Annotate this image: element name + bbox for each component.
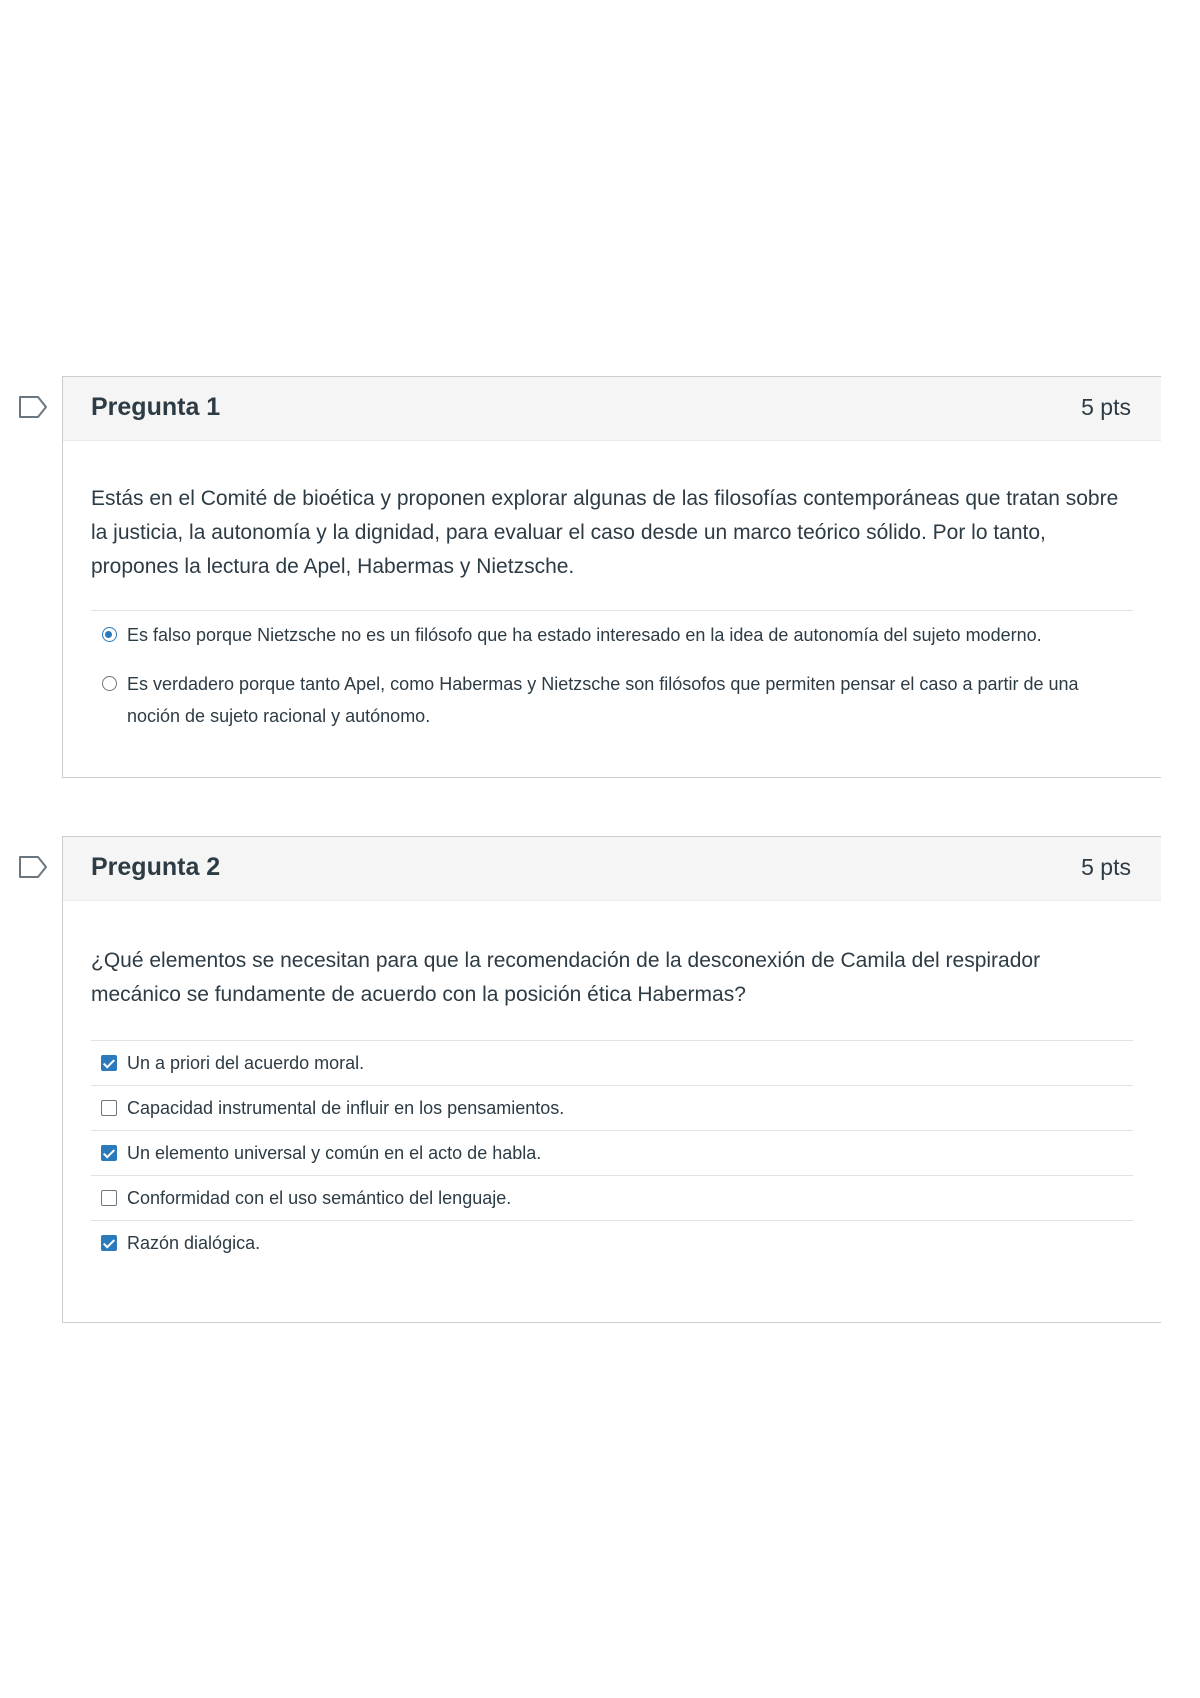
question-title: Pregunta 1 [91,393,221,421]
answer-label[interactable]: Es falso porque Nietzsche no es un filósofo que ha estado interesado en la idea de autonomía del sujeto moderno. [127,625,1042,645]
answer-label[interactable]: Razón dialógica. [127,1233,261,1253]
answer-option-2[interactable] [91,660,1133,741]
question-title: Pregunta 2 [91,853,221,881]
radio-button[interactable] [102,676,117,691]
checkbox[interactable] [101,1145,117,1161]
question-points: 5 pts [1081,854,1131,880]
checkbox[interactable] [101,1235,117,1251]
answer-label[interactable]: Es verdadero porque tanto Apel, como Habermas y Nietzsche son filósofos que permiten pensar el caso a partir de una noción de sujeto racional y autónomo. [127,674,1079,726]
question-body [63,901,1161,1265]
flag-question-icon[interactable] [18,395,48,419]
question-body [63,441,1161,741]
answer-option-1[interactable] [91,611,1133,660]
answer-label[interactable]: Conformidad con el uso semántico del lenguaje. [127,1188,512,1208]
answer-list [91,1040,1133,1265]
answer-option-2[interactable] [91,1086,1133,1131]
checkbox[interactable] [101,1190,117,1206]
answer-option-1[interactable] [91,1041,1133,1086]
answer-option-3[interactable] [91,1131,1133,1176]
answer-label[interactable]: Un elemento universal y común en el acto de habla. [127,1143,542,1163]
answer-option-5[interactable] [91,1221,1133,1265]
checkbox[interactable] [101,1100,117,1116]
question-header [63,377,1161,441]
question-header [63,837,1161,901]
answer-label[interactable]: Capacidad instrumental de influir en los pensamientos. [127,1098,565,1118]
answer-label[interactable]: Un a priori del acuerdo moral. [127,1053,365,1073]
flag-question-icon[interactable] [18,855,48,879]
question-1 [62,376,1161,778]
question-text: ¿Qué elementos se necesitan para que la recomendación de la desconexión de Camila del respirador mecánico se fundamente de acuerdo con la posición ética Habermas? [91,949,1041,1006]
answer-list [91,610,1133,741]
answer-option-4[interactable] [91,1176,1133,1221]
question-points: 5 pts [1081,394,1131,420]
checkbox[interactable] [101,1055,117,1071]
question-text: Estás en el Comité de bioética y proponen explorar algunas de las filosofías contemporáneas que tratan sobre la justicia, la autonomía y la dignidad, para evaluar el caso desde un marco teórico sólido. Por lo tanto, propones la lectura de Apel, Habermas y Nietzsche. [91,487,1119,578]
question-2 [62,836,1161,1323]
radio-button[interactable] [102,627,117,642]
